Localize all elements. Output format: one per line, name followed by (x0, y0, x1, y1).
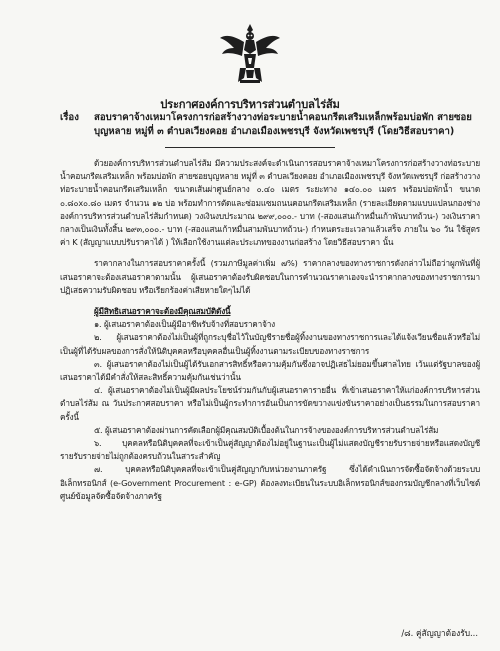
announcement-title: ประกาศองค์การบริหารส่วนตำบลไร่ส้ม (160, 98, 340, 111)
announcement-body (60, 157, 480, 503)
qualification-item: ๓. ผู้เสนอราคาต้องไม่เป็นผู้ได้รับเอกสารสิทธิ์หรือความคุ้มกันซึ่งอาจปฏิเสธไม่ยอมขึ้นศาลไทย เว้นแต่รัฐบาลของผู้เสนอราคาได้มีคำสั่งให้สละสิทธิ์ความคุ้มกันเช่นว่านั้น (60, 358, 480, 383)
qualification-item: ๒. ผู้เสนอราคาต้องไม่เป็นผู้ที่ถูกระบุชื่อไว้ในบัญชีรายชื่อผู้ทิ้งงานของทางราชการและได้แจ้งเวียนชื่อแล้วหรือไม่เป็นผู้ที่ได้รับผลของการสั่งให้นิติบุคคลหรือบุคคลอื่นเป็นผู้ทิ้งงานตามระเบียบของทางราชการ (60, 332, 480, 356)
qualification-item: ๖. บุคคลหรือนิติบุคคลที่จะเข้าเป็นคู่สัญญาต้องไม่อยู่ในฐานะเป็นผู้ไม่แสดงบัญชีรายรับรายจ่ายหรือแสดงบัญชีรายรับรายจ่ายไม่ถูกต้องครบถ้วนในสาระสำคัญ (60, 438, 480, 462)
paragraph-intro: ด้วยองค์การบริหารส่วนตำบลไร่ส้ม มีความประสงค์จะดำเนินการสอบราคาจ้างเหมาโครงการก่อสร้างวางท่อระบายน้ำคอนกรีตเสริมเหล็ก พร้อมบ่อพัก สายซอยบุญหลาย หมู่ที่ ๓ ตำบลเวียงคอย อำเภอเมืองเพชรบุรี จังหวัดเพชรบุรี ก่อสร้างวางท่อระบายน้ำคอนกรีตเสริมเหล็ก ขนาดเส้นผ่าศูนย์กลาง ๐.๔๐ เมตร ระยะทาง ๑๔๐.๐๐ เมตร พร้อมบ่อพักน้ำ ขนาด ๐.๘๐x๐.๘๐ เมตร จำนวน ๑๒ บ่อ พร้อมทำการตัดและซ่อมแซมถนนคอนกรีตเสริมเหล็ก (รายละเอียดตามแบบแปลนกองช่าง องค์การบริหารส่วนตำบลไร่ส้มกำหนด) วงเงินงบประมาณ ๒๙๙,๐๐๐.- บาท (-สองแสนเก้าหมื่นเก้าพันบาทถ้วน-) วงเงินราคากลางเป็นเงินทั้งสิ้น ๒๙๓,๐๐๐.- บาท (-สองแสนเก้าหมื่นสามพันบาทถ้วน-) กำหนดระยะเวลาแล้วเสร็จ ภายใน ๖๐ วัน ใช้สูตรค่า K (สัญญาแบบปรับราคาได้ ) ให้เลือกใช้งานแต่ละประเภทของงานก่อสร้าง โดยวิธีสอบราคา นั้น (60, 158, 480, 248)
subject-label: เรื่อง (60, 112, 79, 123)
paragraph-median-price: ราคากลางในการสอบราคาครั้งนี้ (รวมภาษีมูลค่าเพิ่ม ๗%) ราคากลางของทางราชการดังกล่าวไม่ถือว่าผูกพันที่ผู้เสนอราคาจะต้องเสนอราคาตามนั้น ผู้เสนอราคาต้องรับผิดชอบในการคำนวณราคาเองจะนำราคากลางของทางราชการมาปฏิเสธความรับผิดชอบ หรือเรียกร้องค่าเสียหายใดๆไม่ได้ (60, 258, 480, 295)
subject-text: สอบราคาจ้างเหมาโครงการก่อสร้างวางท่อระบายน้ำคอนกรีตเสริมเหล็กพร้อมบ่อพัก สายซอยบุญหลาย หมู่ที่ ๓ ตำบลเวียงคอย อำเภอเมืองเพชรบุรี จังหวัดเพชรบุรี (โดยวิธีสอบราคา) (94, 112, 472, 137)
qualification-item: ๕. ผู้เสนอราคาต้องผ่านการคัดเลือกผู้มีคุณสมบัติเบื้องต้นในการจ้างขององค์การบริหารส่วนตำบลไร่ส้ม (94, 424, 439, 435)
subject-block (60, 111, 480, 139)
garuda-emblem-icon (218, 22, 282, 88)
qualification-item: ๔. ผู้เสนอราคาต้องไม่เป็นผู้มีผลประโยชน์ร่วมกันกับผู้เสนอราคารายอื่น ที่เข้าเสนอราคาให้แก่องค์การบริหารส่วนตำบลไร่ส้ม ณ วันประกาศสอบราคา หรือไม่เป็นผู้กระทำการอันเป็นการขัดขวางแข่งขันราคาอย่างเป็นธรรมในการสอบราคาครั้งนี้ (60, 385, 480, 422)
qualification-item: ๗. บุคคลหรือนิติบุคคลที่จะเข้าเป็นคู่สัญญากับหน่วยงานภาครัฐ ซึ่งได้ดำเนินการจัดซื้อจัดจ้างด้วยระบบอิเล็กทรอนิกส์ (e-Government Procurement : e-GP) ต้องลงทะเบียนในระบบอิเล็กทรอนิกส์ของกรมบัญชีกลางที่เว็บไซต์ศูนย์ข้อมูลจัดซื้อจัดจ้างภาครัฐ (60, 464, 480, 501)
qualification-item: ๑. ผู้เสนอราคาต้องเป็นผู้มีอาชีพรับจ้างที่สอบราคาจ้าง (94, 319, 276, 330)
title-divider (165, 147, 335, 148)
continuation-note: /๘. คู่สัญญาต้องรับ... (401, 628, 478, 638)
qualifications-heading: ผู้มีสิทธิเสนอราคาจะต้องมีคุณสมบัติดังนี้ (94, 306, 231, 317)
